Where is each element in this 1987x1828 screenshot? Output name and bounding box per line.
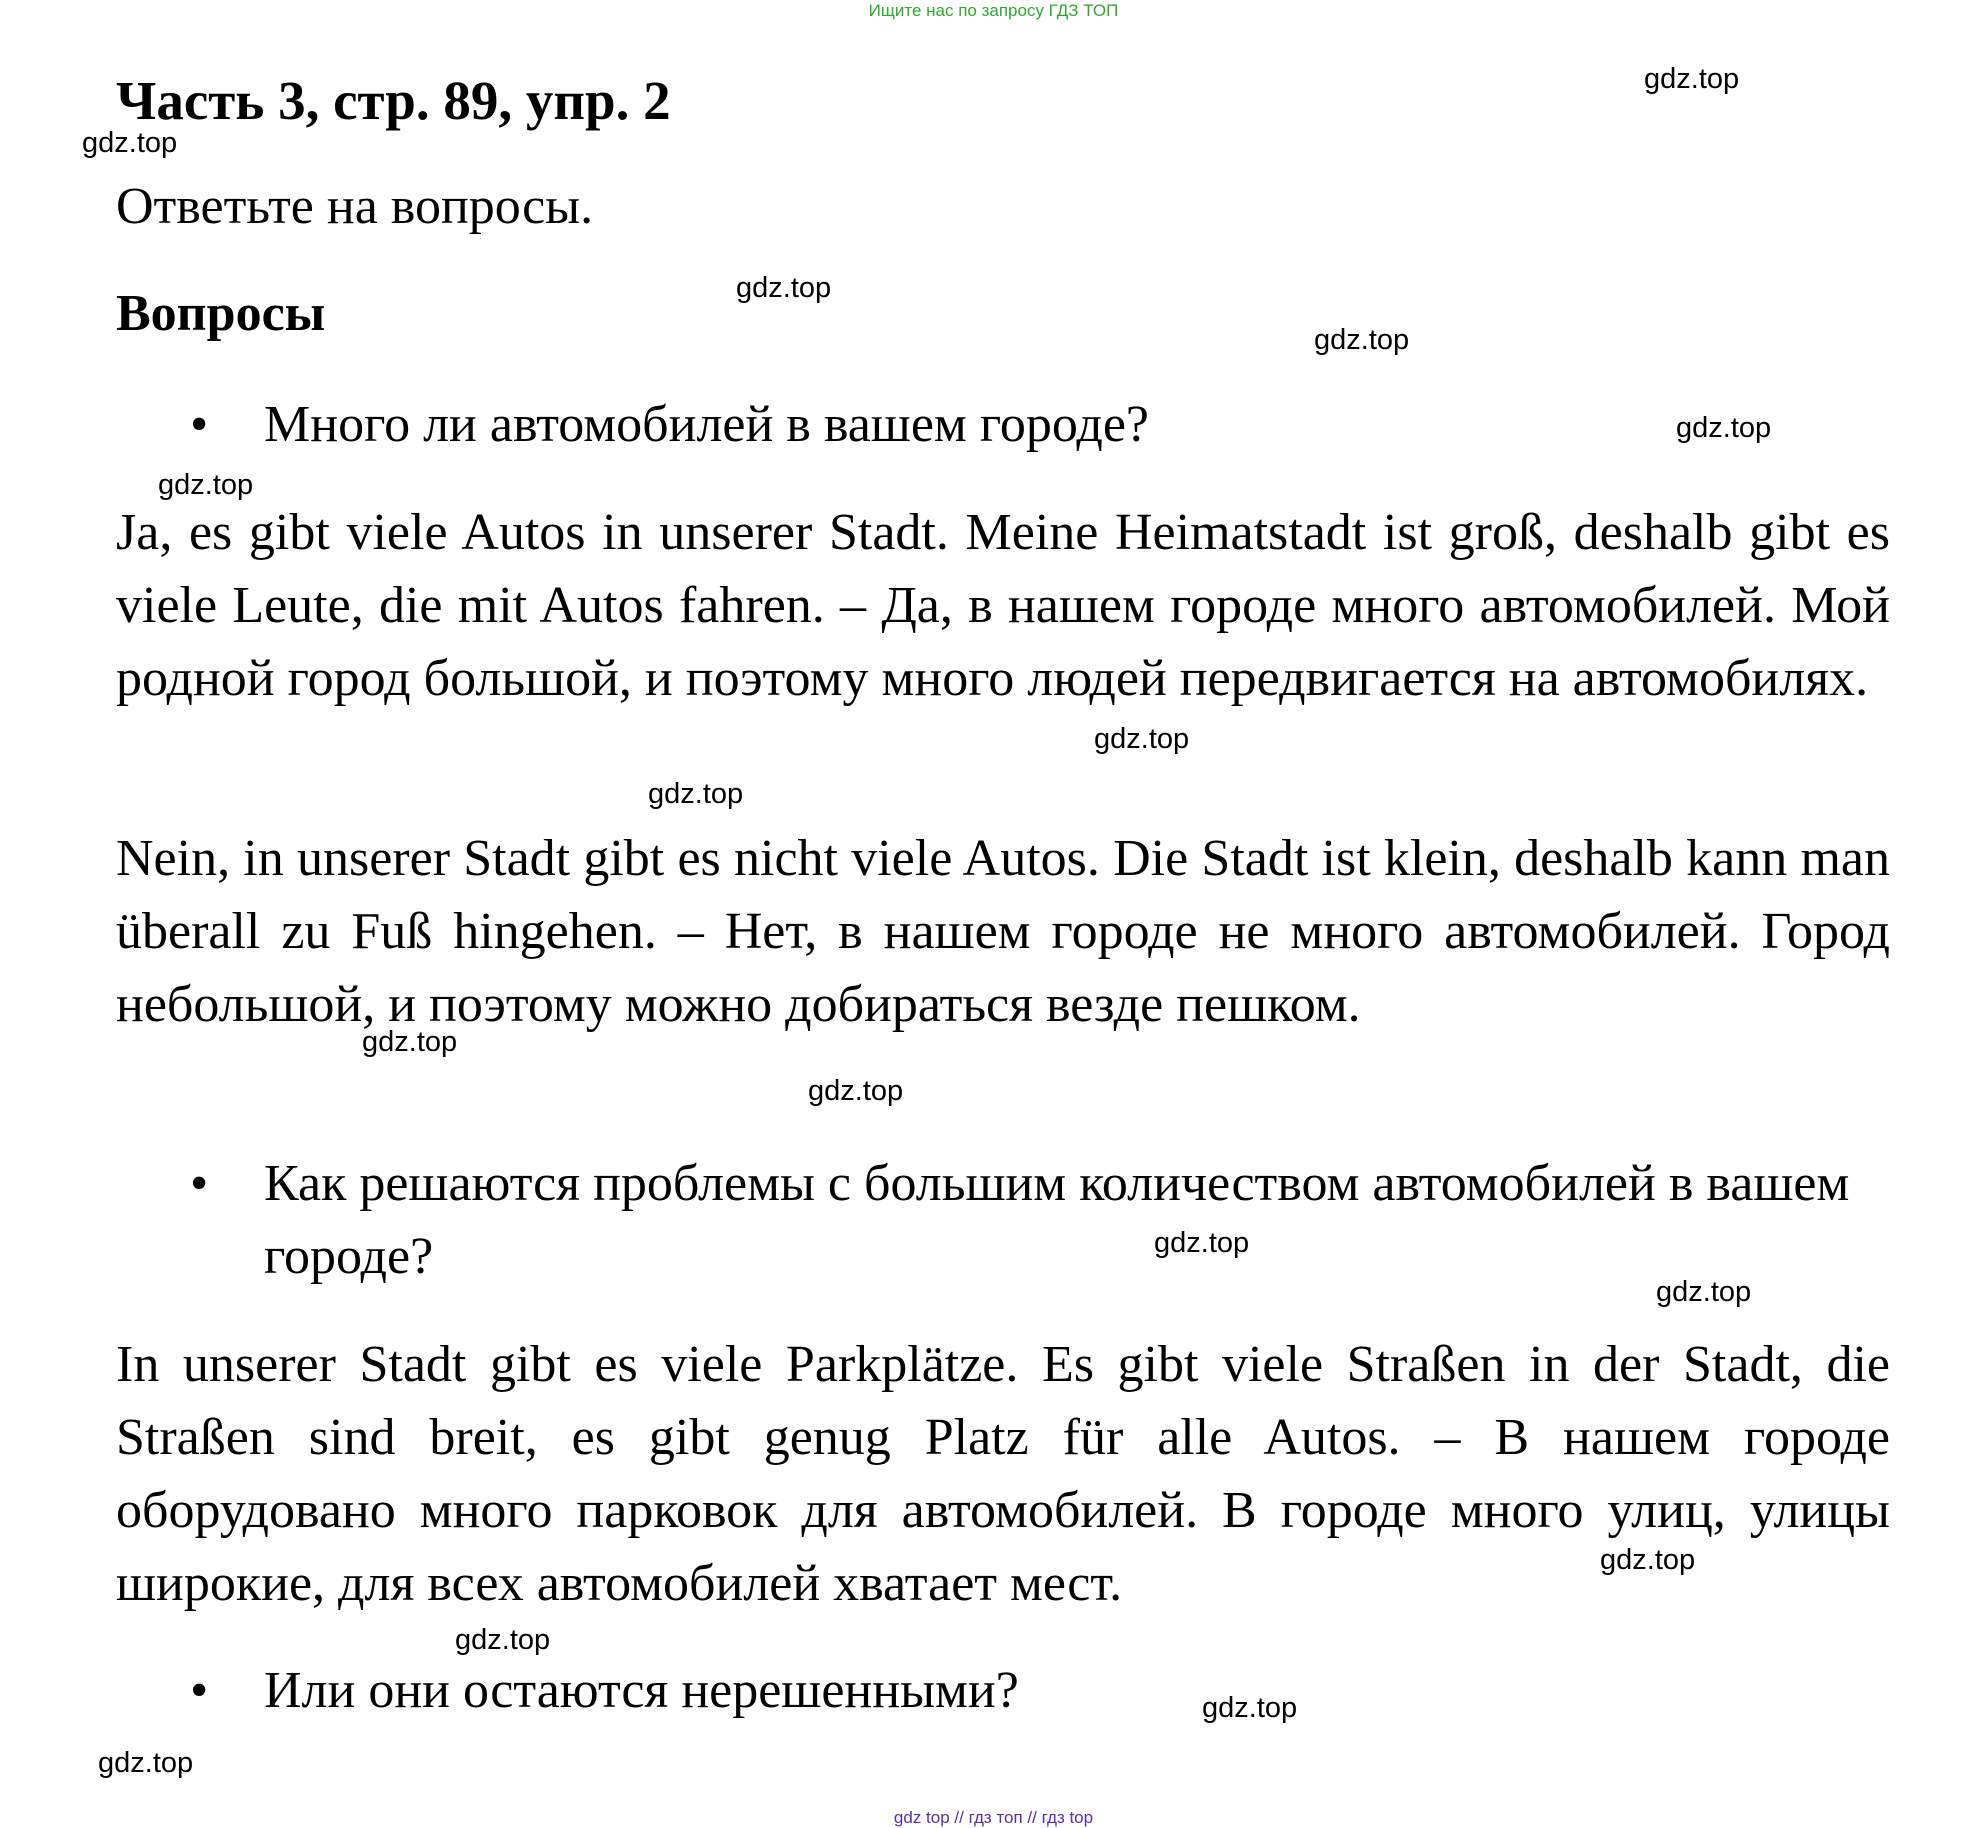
top-banner: Ищите нас по запросу ГДЗ ТОП	[868, 1, 1119, 20]
watermark: gdz.top	[1314, 324, 1410, 356]
watermark: gdz.top	[1644, 63, 1740, 95]
watermark: gdz.top	[736, 272, 832, 304]
answer-paragraph: Ja, es gibt viele Autos in unserer Stadt. Meine Heimatstadt ist groß, deshalb gibt es viele Leute, die mit Autos fahren. – Да, в нашем городе много автомобилей. Мой родной город большой, и поэтому много людей передвигается на автомобилях.	[116, 504, 1890, 707]
question-item	[190, 1147, 1890, 1293]
watermark: gdz.top	[1656, 1276, 1752, 1308]
page-title: Часть 3, стр. 89, упр. 2	[116, 70, 671, 131]
bottom-banner: gdz top // гдз топ // гдз top	[893, 1808, 1094, 1827]
bullet-icon: •	[190, 1155, 209, 1212]
answer-paragraph: Nein, in unserer Stadt gibt es nicht viele Autos. Die Stadt ist klein, deshalb kann man überall zu Fuß hingehen. – Нет, в нашем городе не много автомобилей. Город небольшой, и поэтому можно добираться везде пешком.	[116, 830, 1890, 1033]
watermark: gdz.top	[362, 1026, 458, 1058]
question-item	[190, 388, 1890, 461]
question-text: Много ли автомобилей в вашем городе?	[264, 396, 1149, 453]
bullet-icon: •	[190, 396, 209, 453]
answer-paragraph: In unserer Stadt gibt es viele Parkplätze. Es gibt viele Straßen in der Stadt, die Straßen sind breit, es gibt genug Platz für alle Autos. – В нашем городе оборудовано много парковок для автомобилей. В городе много улиц, улицы широкие, для всех автомобилей хватает мест.	[116, 1336, 1890, 1612]
watermark: gdz.top	[648, 778, 744, 810]
instruction-text: Ответьте на вопросы.	[116, 178, 594, 235]
section-heading: Вопросы	[116, 285, 326, 342]
question-text: Как решаются проблемы с большим количеством автомобилей в вашем городе?	[264, 1155, 1850, 1285]
question-text: Или они остаются нерешенными?	[264, 1662, 1019, 1719]
bullet-icon: •	[190, 1662, 209, 1719]
watermark: gdz.top	[82, 127, 178, 159]
watermark: gdz.top	[808, 1075, 904, 1107]
watermark: gdz.top	[98, 1747, 194, 1779]
watermark: gdz.top	[158, 469, 254, 501]
watermark: gdz.top	[1600, 1544, 1696, 1576]
watermark: gdz.top	[1094, 723, 1190, 755]
watermark: gdz.top	[1154, 1227, 1250, 1259]
watermark: gdz.top	[1202, 1692, 1298, 1724]
question-item	[190, 1654, 1890, 1727]
watermark: gdz.top	[1676, 412, 1772, 444]
watermark: gdz.top	[455, 1624, 551, 1656]
